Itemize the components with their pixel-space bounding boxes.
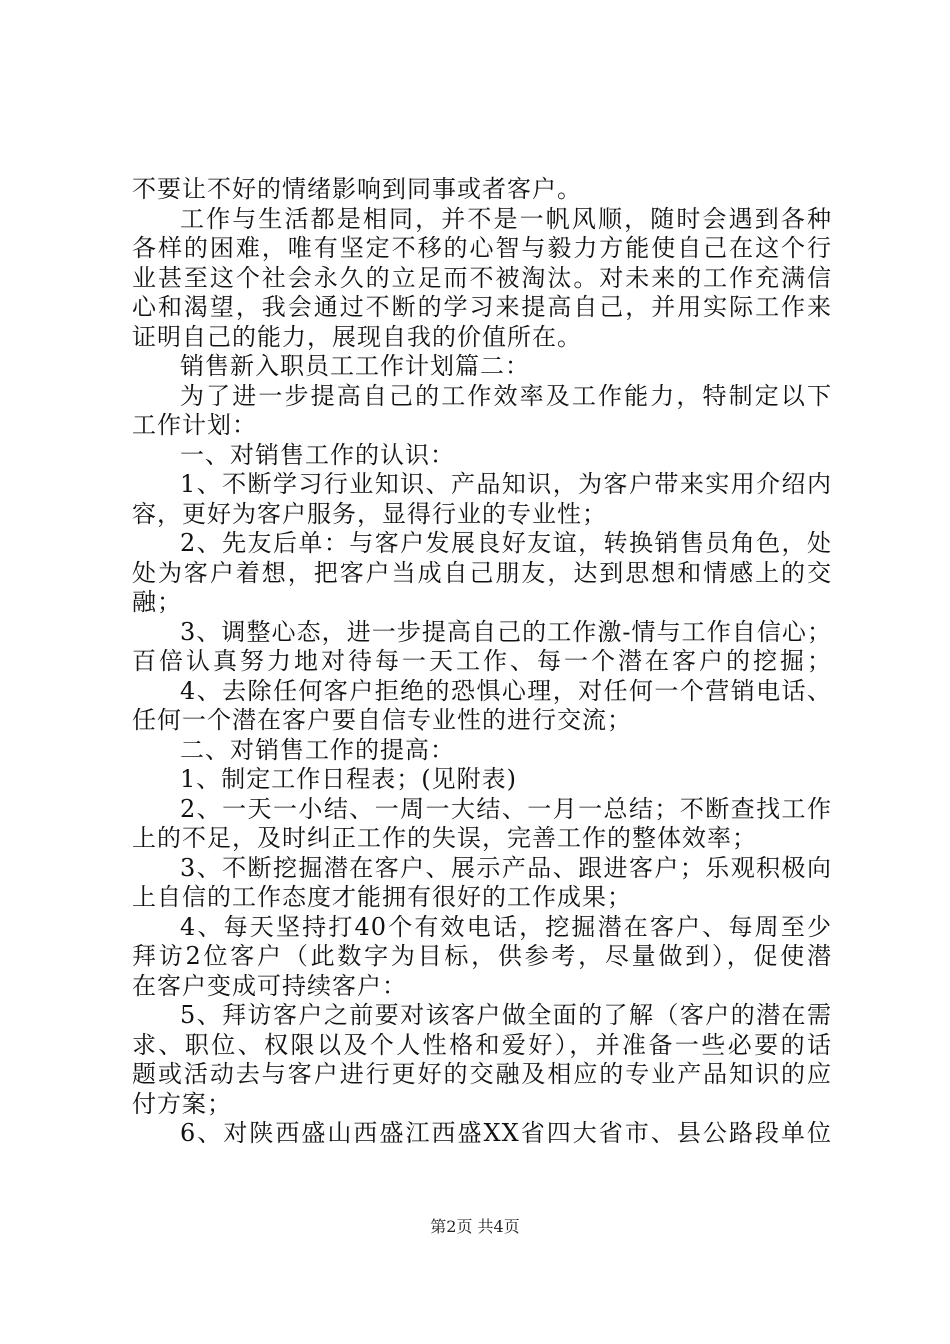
text-line: 题或活动去与客户进行更好的交融及相应的专业产品知识的应 [132,1060,832,1088]
paragraph-first-line: 3、不断挖掘潜在客户、展示产品、跟进客户；乐观积极向 [180,853,832,882]
paragraph-first-line: 6、对陕西盛山西盛江西盛XX省四大省市、县公路段单位 [180,1119,832,1147]
text-line: 各样的困难，唯有坚定不移的心智与毅力方能使自己在这个行 [132,234,832,262]
paragraph-first-line: 二、对销售工作的提高： [180,735,455,764]
text-line: 容，更好为客户服务，显得行业的专业性； [132,499,607,528]
paragraph-first-line: 4、每天坚持打40个有效电话，挖掘潜在客户、每周至少 [180,912,832,941]
text-line: 上自信的工作态度才能拥有很好的工作成果； [132,883,632,911]
text-line: 融； [132,588,182,616]
paragraph-first-line: 3、调整心态，进一步提高自己的工作激-情与工作自信心； [180,617,832,646]
text-line: 求、职位、权限以及个人性格和爱好），并准备一些必要的话 [132,1030,832,1059]
text-line: 证明自己的能力，展现自我的价值所在。 [132,322,582,351]
paragraph-first-line: 4、去除任何客户拒绝的恐惧心理，对任何一个营销电话、 [180,676,832,705]
paragraph-first-line: 5、拜访客户之前要对该客户做全面的了解（客户的潜在需 [180,1001,832,1029]
paragraph-first-line: 工作与生活都是相同，并不是一帆风顺，随时会遇到各种 [180,204,832,233]
text-line: 付方案； [132,1089,232,1118]
paragraph-first-line: 为了进一步提高自己的工作效率及工作能力，特制定以下 [180,381,832,410]
text-line: 在客户变成可持续客户： [132,971,407,1000]
paragraph-first-line: 一、对销售工作的认识： [180,440,455,469]
text-line: 业甚至这个社会永久的立足而不被淘汰。对未来的工作充满信 [132,263,832,292]
text-line: 不要让不好的情绪影响到同事或者客户。 [132,175,582,203]
text-line: 工作计划： [132,411,257,439]
paragraph-first-line: 2、一天一小结、一周一大结、一月一总结；不断查找工作 [180,794,832,823]
text-line: 处为客户着想，把客户当成自己朋友，达到思想和情感上的交 [132,558,832,587]
text-line: 百倍认真努力地对待每一天工作、每一个潜在客户的挖掘； [132,647,832,675]
paragraph-first-line: 1、不断学习行业知识、产品知识，为客户带来实用介绍内 [180,470,832,498]
paragraph-first-line: 2、先友后单：与客户发展良好友谊，转换销售员角色，处 [180,529,832,557]
page-number-footer: 第2页 共4页 [430,1217,520,1236]
text-line: 上的不足，及时纠正工作的失误，完善工作的整体效率； [132,824,757,852]
text-line: 拜访2位客户（此数字为目标，供参考，尽量做到），促使潜 [132,942,832,970]
text-line: 心和渴望，我会通过不断的学习来提高自己，并用实际工作来 [132,293,832,321]
paragraph-first-line: 1、制定工作日程表；(见附表) [180,765,517,793]
text-line: 任何一个潜在客户要自信专业性的进行交流； [132,706,632,734]
paragraph-first-line: 销售新入职员工工作计划篇二： [180,352,530,380]
